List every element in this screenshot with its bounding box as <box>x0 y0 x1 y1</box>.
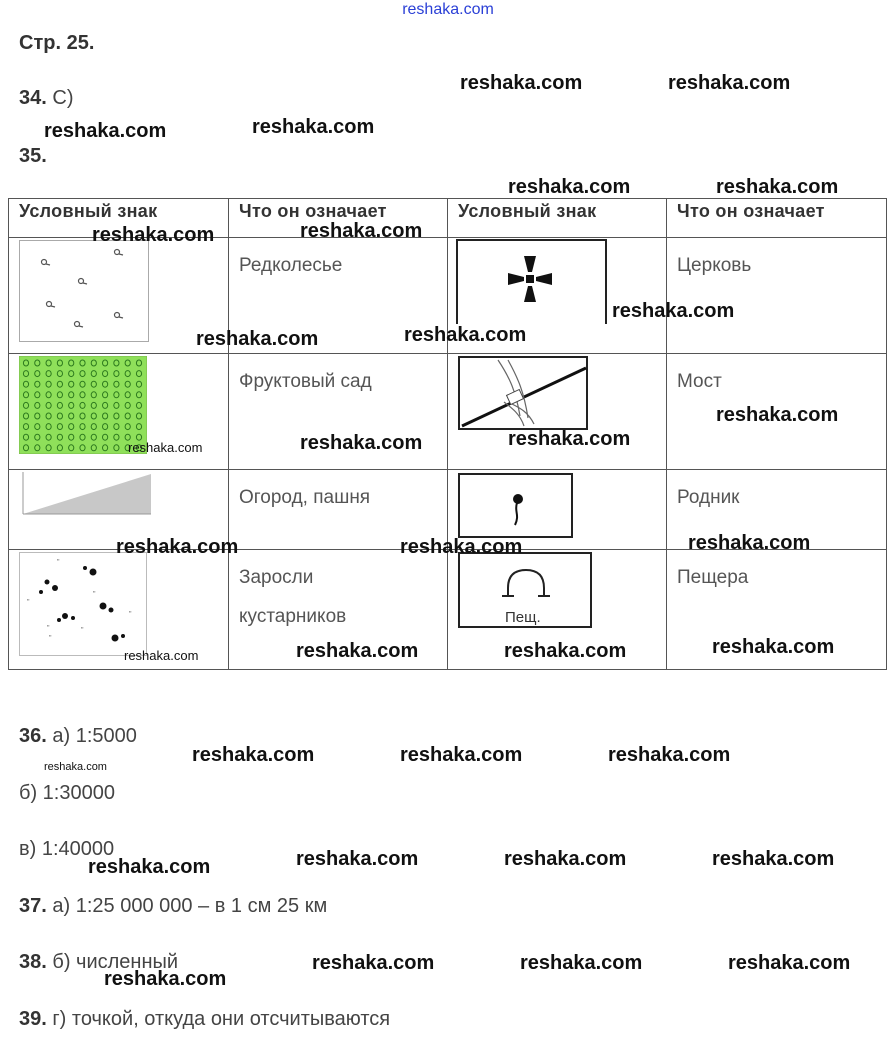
svg-text:": " <box>27 599 30 606</box>
watermark: reshaka.com <box>400 744 523 766</box>
answer-a: а) 1:5000 <box>52 725 137 747</box>
cave-label: Пещ. <box>505 609 541 626</box>
question-number: 39. <box>19 1008 47 1030</box>
svg-text:": " <box>49 635 52 642</box>
column-header: Условный знак <box>9 199 229 238</box>
watermark: reshaka.com <box>124 648 199 663</box>
bridge-symbol-cell <box>448 354 667 470</box>
watermark: reshaka.com <box>508 176 631 198</box>
watermark: reshaka.com <box>728 952 851 974</box>
watermark: reshaka.com <box>104 968 227 990</box>
svg-text:": " <box>57 559 60 566</box>
question-number: 34. <box>19 87 47 109</box>
watermark: reshaka.com <box>296 848 419 870</box>
symbol-meaning <box>229 550 447 636</box>
watermark: reshaka.com <box>92 224 215 246</box>
watermark: reshaka.com <box>612 300 735 322</box>
answer-b: б) 1:30000 <box>19 782 115 804</box>
watermark: reshaka.com <box>508 428 631 450</box>
watermark: reshaka.com <box>44 761 107 773</box>
watermark: reshaka.com <box>716 176 839 198</box>
watermark: reshaka.com <box>520 952 643 974</box>
symbol-meaning: Родник <box>677 487 740 508</box>
question-number: 36. <box>19 725 47 747</box>
watermark: reshaka.com <box>688 532 811 554</box>
bridge-icon <box>458 356 590 432</box>
question-34 <box>19 87 73 110</box>
watermark: reshaka.com <box>192 744 315 766</box>
map-symbols-table <box>8 198 887 670</box>
watermark: reshaka.com <box>300 220 423 242</box>
watermark: reshaka.com <box>608 744 731 766</box>
watermark: reshaka.com <box>404 324 527 346</box>
watermark: reshaka.com <box>716 404 839 426</box>
watermark: reshaka.com <box>312 952 435 974</box>
symbol-meaning: Церковь <box>677 255 752 276</box>
watermark: reshaka.com <box>296 640 419 662</box>
answer-text: а) 1:25 000 000 – в 1 см 25 км <box>52 895 328 917</box>
watermark: reshaka.com <box>668 72 791 94</box>
question-36 <box>19 725 137 748</box>
answer-text: г) точкой, откуда они отсчитываются <box>52 1008 391 1030</box>
watermark: reshaka.com <box>44 120 167 142</box>
meaning-line: Заросли <box>239 567 314 588</box>
watermark: reshaka.com <box>252 116 375 138</box>
watermark: reshaka.com <box>504 640 627 662</box>
watermark: reshaka.com <box>116 536 239 558</box>
watermark: reshaka.com <box>400 536 523 558</box>
symbol-meaning: Мост <box>677 371 722 392</box>
answer-text: С) <box>52 87 74 109</box>
spring-icon <box>458 473 574 539</box>
svg-text:": " <box>93 591 96 598</box>
svg-text:": " <box>47 625 50 632</box>
symbol-meaning: Пещера <box>677 567 749 588</box>
sparse-forest-icon <box>19 240 149 342</box>
question-39 <box>19 1008 390 1031</box>
symbol-meaning: Редколесье <box>239 255 343 276</box>
symbol-meaning: Огород, пашня <box>239 487 371 508</box>
watermark: reshaka.com <box>196 328 319 350</box>
symbol-meaning: Фруктовый сад <box>239 371 372 392</box>
answer-text: б) численный <box>52 951 179 973</box>
watermark: reshaka.com <box>88 856 211 878</box>
church-icon <box>456 238 608 324</box>
watermark: reshaka.com <box>460 72 583 94</box>
watermark: reshaka.com <box>128 440 203 455</box>
question-37 <box>19 895 327 918</box>
watermark: reshaka.com <box>504 848 627 870</box>
watermark: reshaka.com <box>300 432 423 454</box>
meaning-cell <box>667 238 887 354</box>
svg-text:": " <box>81 627 84 634</box>
answer-c: в) 1:40000 <box>19 838 115 860</box>
page-heading: Стр. 25. <box>19 32 95 54</box>
question-number: 35. <box>19 145 47 167</box>
watermark: reshaka.com <box>712 636 835 658</box>
question-number: 37. <box>19 895 47 917</box>
question-number: 38. <box>19 951 47 973</box>
column-header: Что он означает <box>229 199 448 238</box>
svg-text:": " <box>129 611 132 618</box>
question-35 <box>19 145 47 168</box>
cave-icon <box>458 552 594 630</box>
meaning-line: кустарников <box>239 606 347 627</box>
field-icon <box>21 472 153 516</box>
watermark: reshaka.com <box>712 848 835 870</box>
top-site-link[interactable]: reshaka.com <box>402 1 494 18</box>
column-header: Что он означает <box>667 199 887 238</box>
shrubs-icon <box>19 552 147 656</box>
column-header: Условный знак <box>448 199 667 238</box>
